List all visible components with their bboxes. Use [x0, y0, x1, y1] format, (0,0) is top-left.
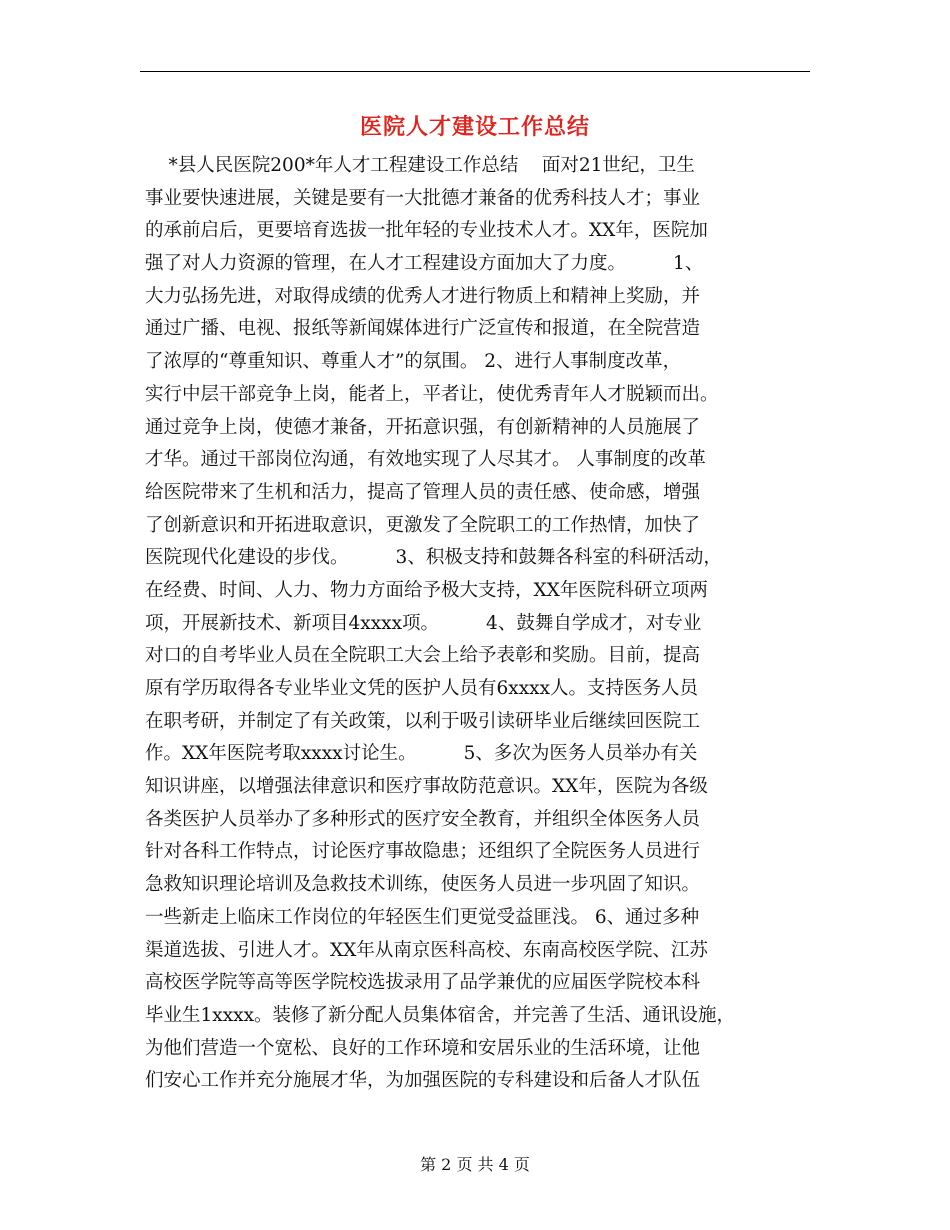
body-line: 原有学历取得各专业毕业文凭的医护人员有6xxxx人。支持医务人员	[145, 678, 699, 699]
document-title: 医院人才建设工作总结	[359, 114, 590, 140]
body-line: 一些新走上临床工作岗位的年轻医生们更觉受益匪浅。 6、通过多种	[145, 906, 700, 928]
body-line: 渠道选拔、引进人才。XX年从南京医科高校、东南高校医学院、江苏	[145, 939, 708, 961]
body-line: 急救知识理论培训及急救技术训练，使医务人员进一步巩固了知识。	[145, 874, 701, 896]
body-line: *县人民医院200*年人才工程建设工作总结 面对21世纪，卫生	[145, 155, 695, 176]
body-line: 强了对人力资源的管理，在人才工程建设方面加大了力度。 1、	[145, 253, 704, 275]
header-rule	[140, 71, 810, 72]
body-line: 作。XX年医院考取xxxx讨论生。 5、多次为医务人员举办有关	[145, 743, 698, 765]
body-line: 针对各科工作特点，讨论医疗事故隐患；还组织了全院医务人员进行	[145, 841, 701, 863]
body-line: 在经费、时间、人力、物力方面给予极大支持，XX年医院科研立项两	[145, 579, 708, 601]
body-line: 毕业生1xxxx。装修了新分配人员集体宿舍，并完善了生活、通讯设施，	[145, 1004, 736, 1026]
body-line: 大力弘扬先进，对取得成绩的优秀人才进行物质上和精神上奖励，并	[145, 285, 701, 307]
body-line: 才华。通过干部岗位沟通，有效地实现了人尽其才。 人事制度的改革	[145, 449, 706, 471]
body-line: 给医院带来了生机和活力，提高了管理人员的责任感、使命感，增强	[145, 481, 701, 503]
page-number-footer: 第 2 页 共 4 页	[420, 1155, 530, 1174]
body-line: 项，开展新技术、新项目4xxxx项。 4、鼓舞自学成才，对专业	[145, 612, 702, 634]
body-line: 在职考研，并制定了有关政策，以利于吸引读研毕业后继续回医院工	[145, 710, 701, 732]
body-line: 了浓厚的“尊重知识、尊重人才”的氛围。 2、进行人事制度改革，	[145, 351, 682, 373]
body-line: 通过竞争上岗，使德才兼备，开拓意识强，有创新精神的人员施展了	[145, 416, 701, 438]
body-line: 为他们营造一个宽松、良好的工作环境和安居乐业的生活环境，让他	[145, 1037, 701, 1059]
body-line: 通过广播、电视、报纸等新闻媒体进行广泛宣传和报道，在全院营造	[145, 318, 701, 340]
body-line: 的承前启后，更要培育选拔一批年轻的专业技术人才。XX年，医院加	[145, 220, 708, 242]
body-line: 高校医学院等高等医学院校选拔录用了品学兼优的应届医学院校本科	[145, 972, 701, 994]
body-line: 事业要快速进展，关键是要有一大批德才兼备的优秀科技人才；事业	[145, 187, 701, 209]
body-line: 各类医护人员举办了多种形式的医疗安全教育，并组织全体医务人员	[145, 808, 701, 830]
body-line: 们安心工作并充分施展才华，为加强医院的专科建设和后备人才队伍	[145, 1070, 701, 1092]
body-line: 了创新意识和开拓进取意识，更激发了全院职工的工作热情，加快了	[145, 514, 701, 536]
body-line: 知识讲座，以增强法律意识和医疗事故防范意识。XX年，医院为各级	[145, 776, 708, 798]
body-line: 医院现代化建设的步伐。 3、积极支持和鼓舞各科室的科研活动，	[145, 547, 722, 569]
body-line: 实行中层干部竞争上岗，能者上，平者让，使优秀青年人才脱颖而出。	[145, 383, 719, 405]
body-line: 对口的自考毕业人员在全院职工大会上给予表彰和奖励。目前，提高	[145, 645, 701, 667]
document-body	[145, 150, 810, 1098]
